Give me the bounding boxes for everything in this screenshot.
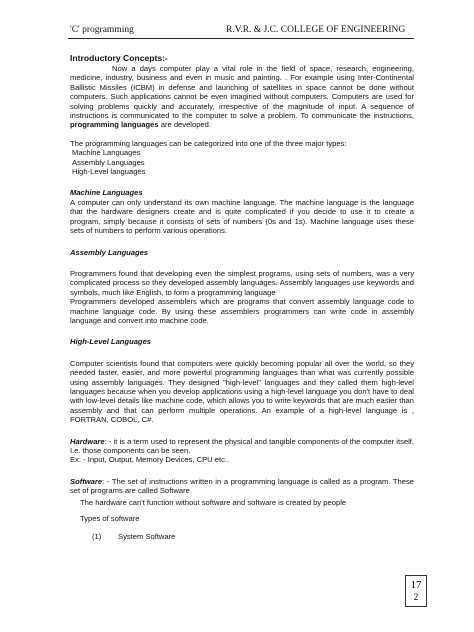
software-paragraph [70,477,414,496]
machine-paragraph: A computer can only understand its own machine language. The machine language is the language that the hardware designers create and is quite complicated if you decide to use it to create a program, simply because it consists of sets of numbers (0s and 1s). Machine language uses these sets of numbers to perform various operations. [70,197,414,236]
software-definition: : - The set of instructions written in a programming language is called as a program. These set of programs are called Software. [70,476,414,496]
software-bullet-text: Types of software [80,514,140,524]
page-number-box [405,575,427,607]
list-item: Machine Languages [72,148,141,158]
software-bullet [70,498,414,507]
list-item: High-Level languages [72,167,146,177]
header-rule [68,38,414,39]
language-types-intro: The programming languages can be categorized into one of the three major types: [70,138,347,148]
intro-paragraph [70,64,414,130]
intro-paragraph-text: Now a days computer play a vital role in the field of space, research, engineering, medicine, industry, business and even in music and painting. . For example using Inter-Continental Ballistic Missiles (ICBM) in defense and launching of satellites in space cannot be done without computers. Such applications cannot be even imagined without computers. Computers are used for solving problems quickly and accurately, irrespective of the magnitude of input. A sequence of instructions is communicated to the computer to solve a problem. To communicate the instructions, [70,64,414,121]
page-number: 17 [410,579,422,591]
page-number-subscript: 2 [413,592,419,602]
assembly-heading: Assembly Languages [70,247,149,257]
subtype-label: System Software [118,532,176,542]
language-types-list [70,148,414,176]
machine-heading: Machine Languages [70,188,143,198]
software-bullet [70,514,414,523]
software-subtype [70,532,414,541]
list-item: Assembly Languages [72,157,145,167]
highlevel-heading: High-Level Languages [70,337,152,347]
header-course-title: 'C' programming [70,25,134,35]
hardware-term: Hardware [70,436,105,446]
assembly-paragraph-2: Programmers developed assemblers which are programs that convert assembly language code to machine language code. By using these assemblers programmers can write code in assembly language and convert into machine code. [70,297,414,325]
subtype-number: (1) [92,532,102,542]
hardware-paragraph [70,437,414,456]
hardware-example: Ex: - Input, Output, Memory Devices, CPU etc.. [70,455,230,465]
intro-bold-term: programming languages [70,120,159,130]
software-bullet-text: The hardware can't function without software and software is created by people [80,497,347,507]
intro-paragraph-end: are developed. [160,120,211,130]
highlevel-paragraph: Computer scientists found that computers were quickly becoming popular all over the world, so they needed faster, easier, and more powerful programming languages than what was currently possible using assembly languages. They designed "high-level" languages and they called them high-level languages because when you develop applications using a high-level language you don't have to deal with low-level details like machine code, which allows you to write keywords that are much easier than assembly and that can perform multiple operations. An example of a high-level language is , FORTRAN, COBOL, C#. [70,358,414,425]
assembly-paragraph-1: Programmers found that developing even the simplest programs, using sets of numbers, was a very complicated process so they developed assembly languages. Assembly languages use keywords and symbols, much like English, to form a programming language [70,268,414,297]
hardware-definition: : - it is a term used to represent the physical and tangible components of the computer itself. I.e. those components can be seen. [70,436,414,455]
software-term: Software [70,476,103,486]
intro-heading: Introductory Concepts:- [70,53,168,63]
document-body [70,41,414,542]
header-college-name: R.V.R. & J.C. COLLEGE OF ENGINEERING [226,25,406,35]
